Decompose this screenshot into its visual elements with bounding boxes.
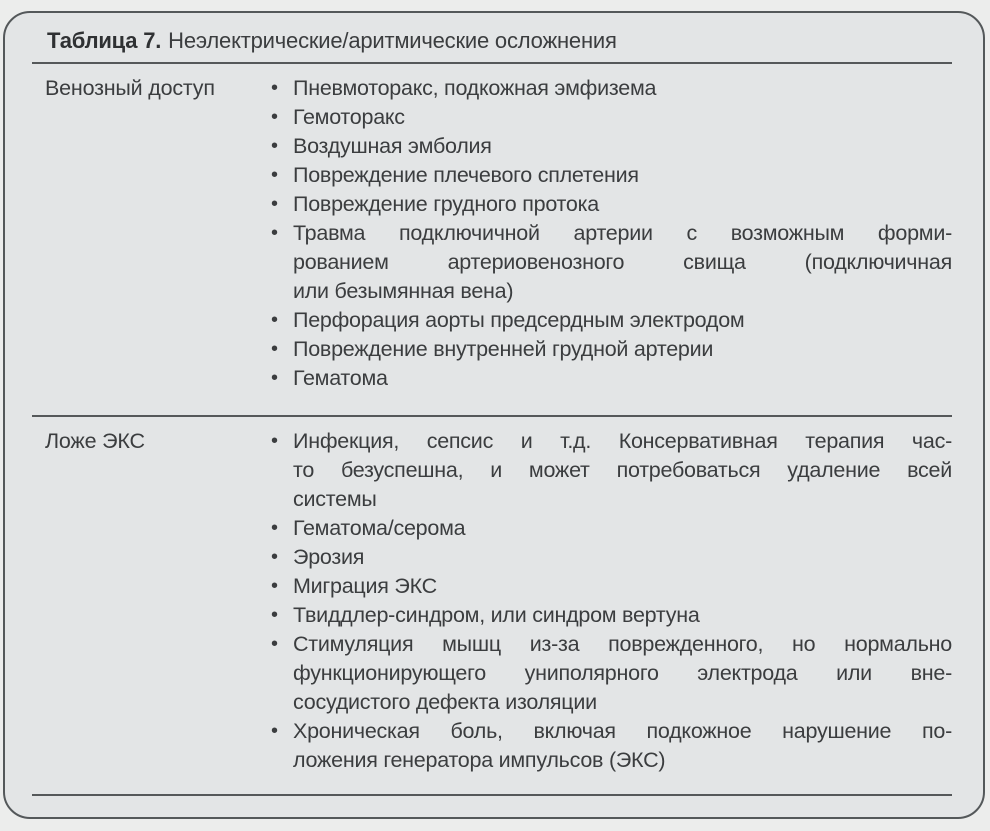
- bullet-icon: •: [271, 517, 279, 539]
- bullet-icon: •: [271, 720, 279, 742]
- bottom-divider: [32, 794, 952, 796]
- bullet-icon: •: [271, 575, 279, 597]
- bullet-text: Травма подключичной артерии с возможным форми- рованием артериовенозного свища (подключичная или безымянная вена): [293, 221, 952, 303]
- bullet-item: [271, 601, 952, 630]
- bullet-text: Повреждение внутренней грудной артерии: [293, 337, 714, 361]
- bullet-text: Миграция ЭКС: [293, 574, 437, 598]
- bullet-text: Стимуляция мышц из-за поврежденного, но нормально функционирующего униполярного электрода или вне- сосудистого дефекта изоляции: [293, 632, 952, 714]
- bullet-item: [271, 132, 952, 161]
- bullet-text: Повреждение грудного протока: [293, 192, 599, 216]
- bullet-item: [271, 364, 952, 393]
- bullet-text: Пневмоторакс, подкожная эмфизема: [293, 76, 657, 100]
- table-title-text: Неэлектрические/аритмические осложнения: [168, 28, 617, 53]
- bullet-item: [271, 306, 952, 335]
- bullet-icon: •: [271, 633, 279, 655]
- bullet-item: [271, 514, 952, 543]
- bullet-list-venous-access: [271, 74, 952, 393]
- bullet-item: [271, 190, 952, 219]
- table-card: [3, 11, 985, 819]
- bullet-text: Твиддлер-синдром, или синдром вертуна: [293, 603, 700, 627]
- bullet-icon: •: [271, 193, 279, 215]
- row-label-venous-access: Венозный доступ: [45, 76, 215, 100]
- bullet-item: [271, 74, 952, 103]
- bullet-item: [271, 717, 952, 775]
- bullet-text: Гемоторакс: [293, 105, 405, 129]
- bullet-icon: •: [271, 546, 279, 568]
- bullet-icon: •: [271, 106, 279, 128]
- bullet-icon: •: [271, 77, 279, 99]
- bullet-item: [271, 572, 952, 601]
- bullet-icon: •: [271, 338, 279, 360]
- bullet-item: [271, 103, 952, 132]
- bullet-text: Хроническая боль, включая подкожное нарушение по- ложения генератора импульсов (ЭКС): [293, 719, 952, 772]
- bullet-icon: •: [271, 309, 279, 331]
- bullet-text: Перфорация аорты предсердным электродом: [293, 308, 745, 332]
- bullet-icon: •: [271, 164, 279, 186]
- bullet-text: Инфекция, сепсис и т.д. Консервативная терапия час- то безуспешна, и может потребоваться удаление всей системы: [293, 429, 952, 511]
- bullet-text: Гематома: [293, 366, 388, 390]
- table-number-label: Таблица 7.: [47, 28, 162, 53]
- table-title: [47, 28, 952, 54]
- bullet-item: [271, 219, 952, 306]
- bullet-text: Гематома/серома: [293, 516, 466, 540]
- bullet-text: Воздушная эмболия: [293, 134, 492, 158]
- bullet-item: [271, 543, 952, 572]
- bullet-text: Повреждение плечевого сплетения: [293, 163, 639, 187]
- bullet-icon: •: [271, 135, 279, 157]
- bullet-icon: •: [271, 430, 279, 452]
- bullet-icon: •: [271, 367, 279, 389]
- bullet-icon: •: [271, 604, 279, 626]
- table-row-pacemaker-pocket: [5, 417, 983, 794]
- bullet-item: [271, 427, 952, 514]
- bullet-list-pacemaker-pocket: [271, 427, 952, 775]
- bullet-item: [271, 161, 952, 190]
- bullet-item: [271, 335, 952, 364]
- bullet-text: Эрозия: [293, 545, 365, 569]
- row-label-pacemaker-pocket: Ложе ЭКС: [45, 429, 145, 453]
- bullet-icon: •: [271, 222, 279, 244]
- table-row-venous-access: [5, 64, 983, 415]
- bullet-item: [271, 630, 952, 717]
